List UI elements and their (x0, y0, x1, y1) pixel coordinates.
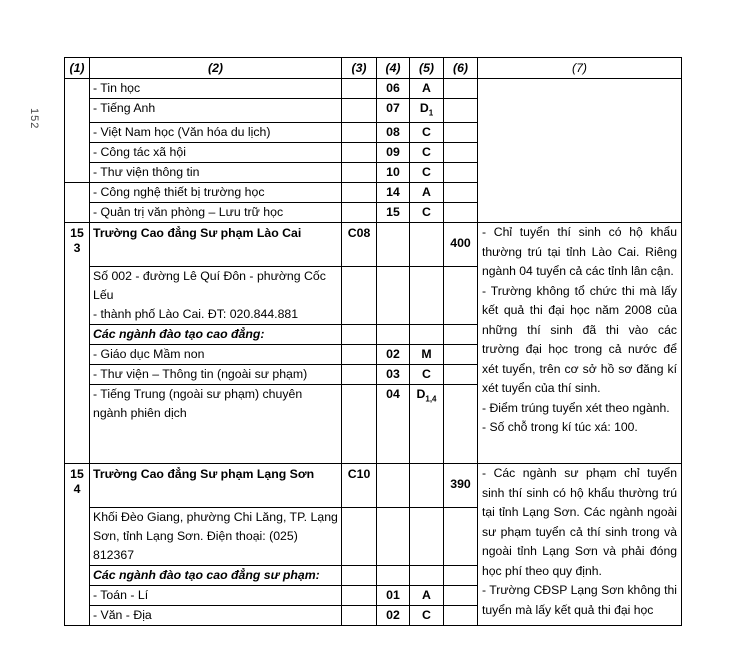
major-code: 10 (377, 163, 410, 183)
empty-cell (377, 325, 410, 345)
major-name: - Công tác xã hội (90, 143, 342, 163)
major-code: 02 (377, 345, 410, 365)
notes-cell (478, 223, 682, 464)
school-name: Trường Cao đẳng Sư phạm Lạng Sơn (90, 464, 342, 508)
exam-group: $D_1$ (410, 99, 444, 123)
major-name: - Toán - Lí (90, 586, 342, 606)
major-code: 06 (377, 79, 410, 99)
major-code: 04 (377, 385, 410, 464)
empty-cell (342, 586, 377, 606)
header-col-4: (4) (377, 58, 410, 79)
exam-group: M (410, 345, 444, 365)
exam-group: $D_{1,4}$ (410, 385, 444, 464)
major-name: - Công nghệ thiết bị trường học (90, 183, 342, 203)
empty-cell (478, 79, 682, 223)
admissions-table-wrapper (64, 57, 681, 623)
major-code: 08 (377, 123, 410, 143)
quota: 400 (444, 223, 478, 267)
exam-group: A (410, 79, 444, 99)
header-col-7: (7) (478, 58, 682, 79)
note: - Trường CĐSP Lạng Sơn không thi tuyển mà lấy kết quả thi đại học (482, 583, 677, 617)
exam-group: A (410, 183, 444, 203)
school-address: Khối Đèo Giang, phường Chi Lăng, TP. Lạng Sơn, tỉnh Lạng Sơn. Điện thoại: (025) 812367 (90, 508, 342, 566)
empty-cell (342, 99, 377, 123)
empty-cell (342, 123, 377, 143)
major-name: - Quản trị văn phòng – Lưu trữ học (90, 203, 342, 223)
quota: 390 (444, 464, 478, 508)
empty-cell (377, 267, 410, 325)
major-name: - Tin học (90, 79, 342, 99)
exam-group: C (410, 163, 444, 183)
header-col-6: (6) (444, 58, 478, 79)
empty-cell (377, 508, 410, 566)
empty-cell (377, 464, 410, 508)
empty-cell (342, 566, 377, 586)
school-code: C10 (342, 464, 377, 508)
major-name: - Văn - Địa (90, 606, 342, 626)
empty-cell (444, 123, 478, 143)
major-name: - Tiếng Anh (90, 99, 342, 123)
empty-cell (342, 345, 377, 365)
admissions-table (64, 57, 682, 626)
header-col-3: (3) (342, 58, 377, 79)
empty-cell (444, 385, 478, 464)
school-code: C08 (342, 223, 377, 267)
major-code: 14 (377, 183, 410, 203)
note: - Các ngành sư phạm chỉ tuyển sinh thí sinh có hộ khẩu thường trú tại tỉnh Lạng Sơn. Các ngành ngoài sư phạm tuyển cả thí sinh trong và ngoài tỉnh Lạng Sơn và phải đóng học phí theo quy định. (482, 466, 677, 578)
major-name: - Việt Nam học (Văn hóa du lịch) (90, 123, 342, 143)
major-name: - Thư viện – Thông tin (ngoài sư phạm) (90, 365, 342, 385)
page-number: 152 (28, 108, 40, 130)
section-heading: Các ngành đào tạo cao đẳng: (90, 325, 342, 345)
empty-cell (377, 566, 410, 586)
section-heading: Các ngành đào tạo cao đẳng sư phạm: (90, 566, 342, 586)
table-row (65, 464, 682, 508)
school-number: 15 4 (65, 464, 90, 626)
empty-cell (377, 223, 410, 267)
empty-cell (410, 508, 444, 566)
empty-cell (342, 203, 377, 223)
exam-group: C (410, 606, 444, 626)
empty-cell (444, 267, 478, 325)
empty-cell (444, 508, 478, 566)
empty-cell (444, 99, 478, 123)
empty-cell (342, 79, 377, 99)
header-col-1: (1) (65, 58, 90, 79)
note: - Trường không tổ chức thi mà lấy kết quả thi đại học năm 2008 của những thí sinh đã thi vào các trường đại học trong cả nước để xét tuyển, trên cơ sở hồ sơ đăng kí xét tuyển của thí sinh. (482, 283, 677, 396)
empty-cell (444, 345, 478, 365)
empty-cell (342, 606, 377, 626)
major-name: - Thư viện thông tin (90, 163, 342, 183)
school-address: Số 002 - đường Lê Quí Đôn - phường Cốc Lếu - thành phố Lào Cai. ĐT: 020.844.881 (90, 267, 342, 325)
table-row (65, 223, 682, 267)
note: - Điểm trúng tuyển xét theo ngành. (482, 400, 670, 415)
exam-group: C (410, 123, 444, 143)
school-name: Trường Cao đẳng Sư phạm Lào Cai (90, 223, 342, 267)
empty-cell (444, 143, 478, 163)
empty-cell (342, 385, 377, 464)
empty-cell (444, 325, 478, 345)
exam-group: C (410, 365, 444, 385)
empty-cell (342, 143, 377, 163)
empty-cell (444, 183, 478, 203)
empty-cell (410, 566, 444, 586)
empty-cell (444, 203, 478, 223)
major-name: - Giáo dục Mầm non (90, 345, 342, 365)
empty-cell (65, 79, 90, 183)
major-code: 02 (377, 606, 410, 626)
empty-cell (342, 267, 377, 325)
empty-cell (342, 163, 377, 183)
table-row (65, 79, 682, 99)
empty-cell (444, 586, 478, 606)
note: - Số chỗ trong kí túc xá: 100. (482, 420, 638, 435)
empty-cell (444, 163, 478, 183)
empty-cell (410, 464, 444, 508)
empty-cell (342, 183, 377, 203)
empty-cell (342, 325, 377, 345)
exam-group: A (410, 586, 444, 606)
notes-cell (478, 464, 682, 626)
empty-cell (444, 606, 478, 626)
exam-group: C (410, 203, 444, 223)
empty-cell (410, 223, 444, 267)
empty-cell (342, 365, 377, 385)
school-number: 15 3 (65, 223, 90, 464)
major-name: - Tiếng Trung (ngoài sư phạm) chuyên ngành phiên dịch (90, 385, 342, 464)
header-col-2: (2) (90, 58, 342, 79)
major-code: 09 (377, 143, 410, 163)
major-code: 01 (377, 586, 410, 606)
major-code: 15 (377, 203, 410, 223)
empty-cell (444, 566, 478, 586)
header-col-5: (5) (410, 58, 444, 79)
empty-cell (444, 79, 478, 99)
major-code: 03 (377, 365, 410, 385)
empty-cell (65, 183, 90, 223)
exam-group: C (410, 143, 444, 163)
empty-cell (410, 325, 444, 345)
note: - Chỉ tuyển thí sinh có hộ khẩu thường trú tại tỉnh Lào Cai. Riêng ngành 04 tuyển cả các tỉnh lân cận. (482, 225, 677, 279)
empty-cell (342, 508, 377, 566)
major-code: 07 (377, 99, 410, 123)
empty-cell (444, 365, 478, 385)
empty-cell (410, 267, 444, 325)
header-row (65, 58, 682, 79)
